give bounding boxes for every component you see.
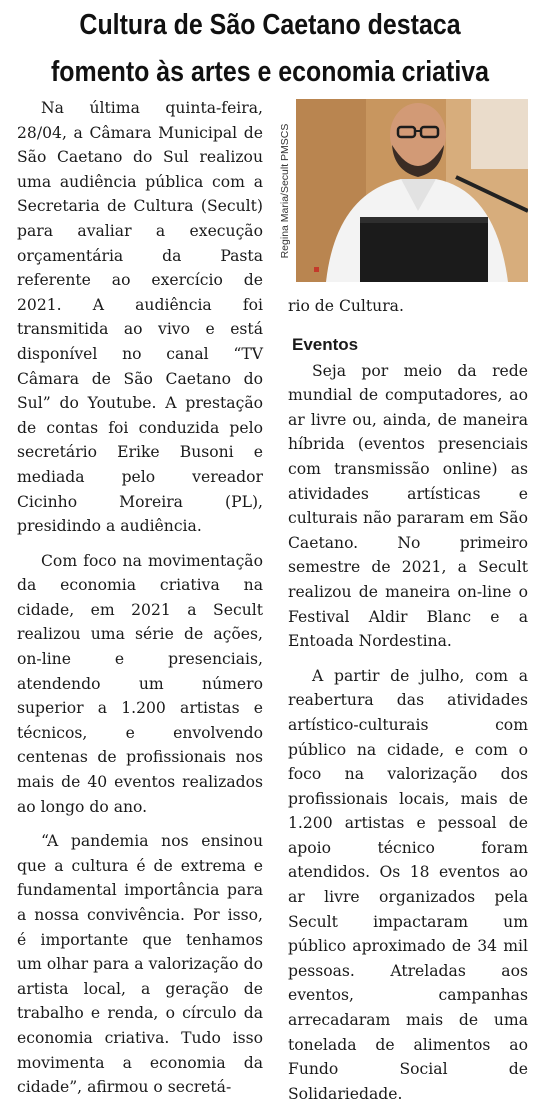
headline: [38, 2, 502, 96]
section-subhead-eventos: Eventos: [292, 334, 359, 354]
article-column-right: [288, 294, 528, 1106]
paragraph-reabertura: A partir de julho, com a reabertura das atividades artístico-culturais com público na cidade, e com o foco na valorização dos profissionais locais, mais de 1.200 artistas e pessoal de apoio técnico foram atendidos. Os 18 eventos ao ar livre organizados pela Secult impactaram um público aproximado de 34 mil pessoas. Atreladas aos eventos, campanhas arrecadaram mais de uma tonelada de alimentos ao Fundo Social de Solidariedade.: [288, 666, 528, 1103]
paragraph-quote-secretary: “A pandemia nos ensinou que a cultura é de extrema e fundamental importância para a nossa convivência. Por isso, é importante que tenhamos um olhar para a valorização do artista local, a geração de trabalho e renda, o círculo da economia criativa. Tudo isso movimenta a economia da cidade”, afirmou o secretá-: [17, 832, 263, 1097]
headline-line-2: fomento às artes e economia criativa: [50, 56, 490, 88]
article-photo: [296, 99, 528, 282]
paragraph-continuation: rio de Cultura.: [288, 297, 404, 315]
speaker-photo-illustration: [296, 99, 528, 282]
article-column-left: [17, 96, 263, 1100]
headline-line-1: Cultura de São Caetano destaca: [79, 9, 461, 41]
paragraph-eventos-online: Seja por meio da rede mundial de computadores, ao ar livre ou, ainda, de maneira híbrida (eventos presenciais com transmissão online) as atividades artísticas e culturais não pararam em São Caetano. No primeiro semestre de 2021, a Secult realizou de maneira on-line o Festival Aldir Blanc e a Entoada Nordestina.: [288, 361, 528, 651]
photo-credit: Regina Maria/Secult PMSCS: [279, 123, 291, 258]
article-photo-block: [279, 99, 528, 282]
paragraph-economia-criativa: Com foco na movimentação da economia criativa na cidade, em 2021 a Secult realizou uma série de ações, on-line e presenciais, atendendo um número superior a 1.200 artistas e técnicos, e envolvendo centenas de profissionais nos mais de 40 eventos realizados ao longo do ano.: [17, 551, 263, 816]
paragraph-audiencia: Na última quinta-feira, 28/04, a Câmara Municipal de São Caetano do Sul realizou uma audiência pública com a Secretaria de Cultura (Secult) para avaliar a execução orçamentária da Pasta referente ao exercício de 2021. A audiência foi transmitida ao vivo e está disponível no canal “TV Câmara de São Caetano do Sul” do Youtube. A prestação de contas foi conduzida pelo secretário Erike Busoni e mediada pelo vereador Cicinho Moreira (PL), presidindo a audiência.: [17, 99, 263, 536]
